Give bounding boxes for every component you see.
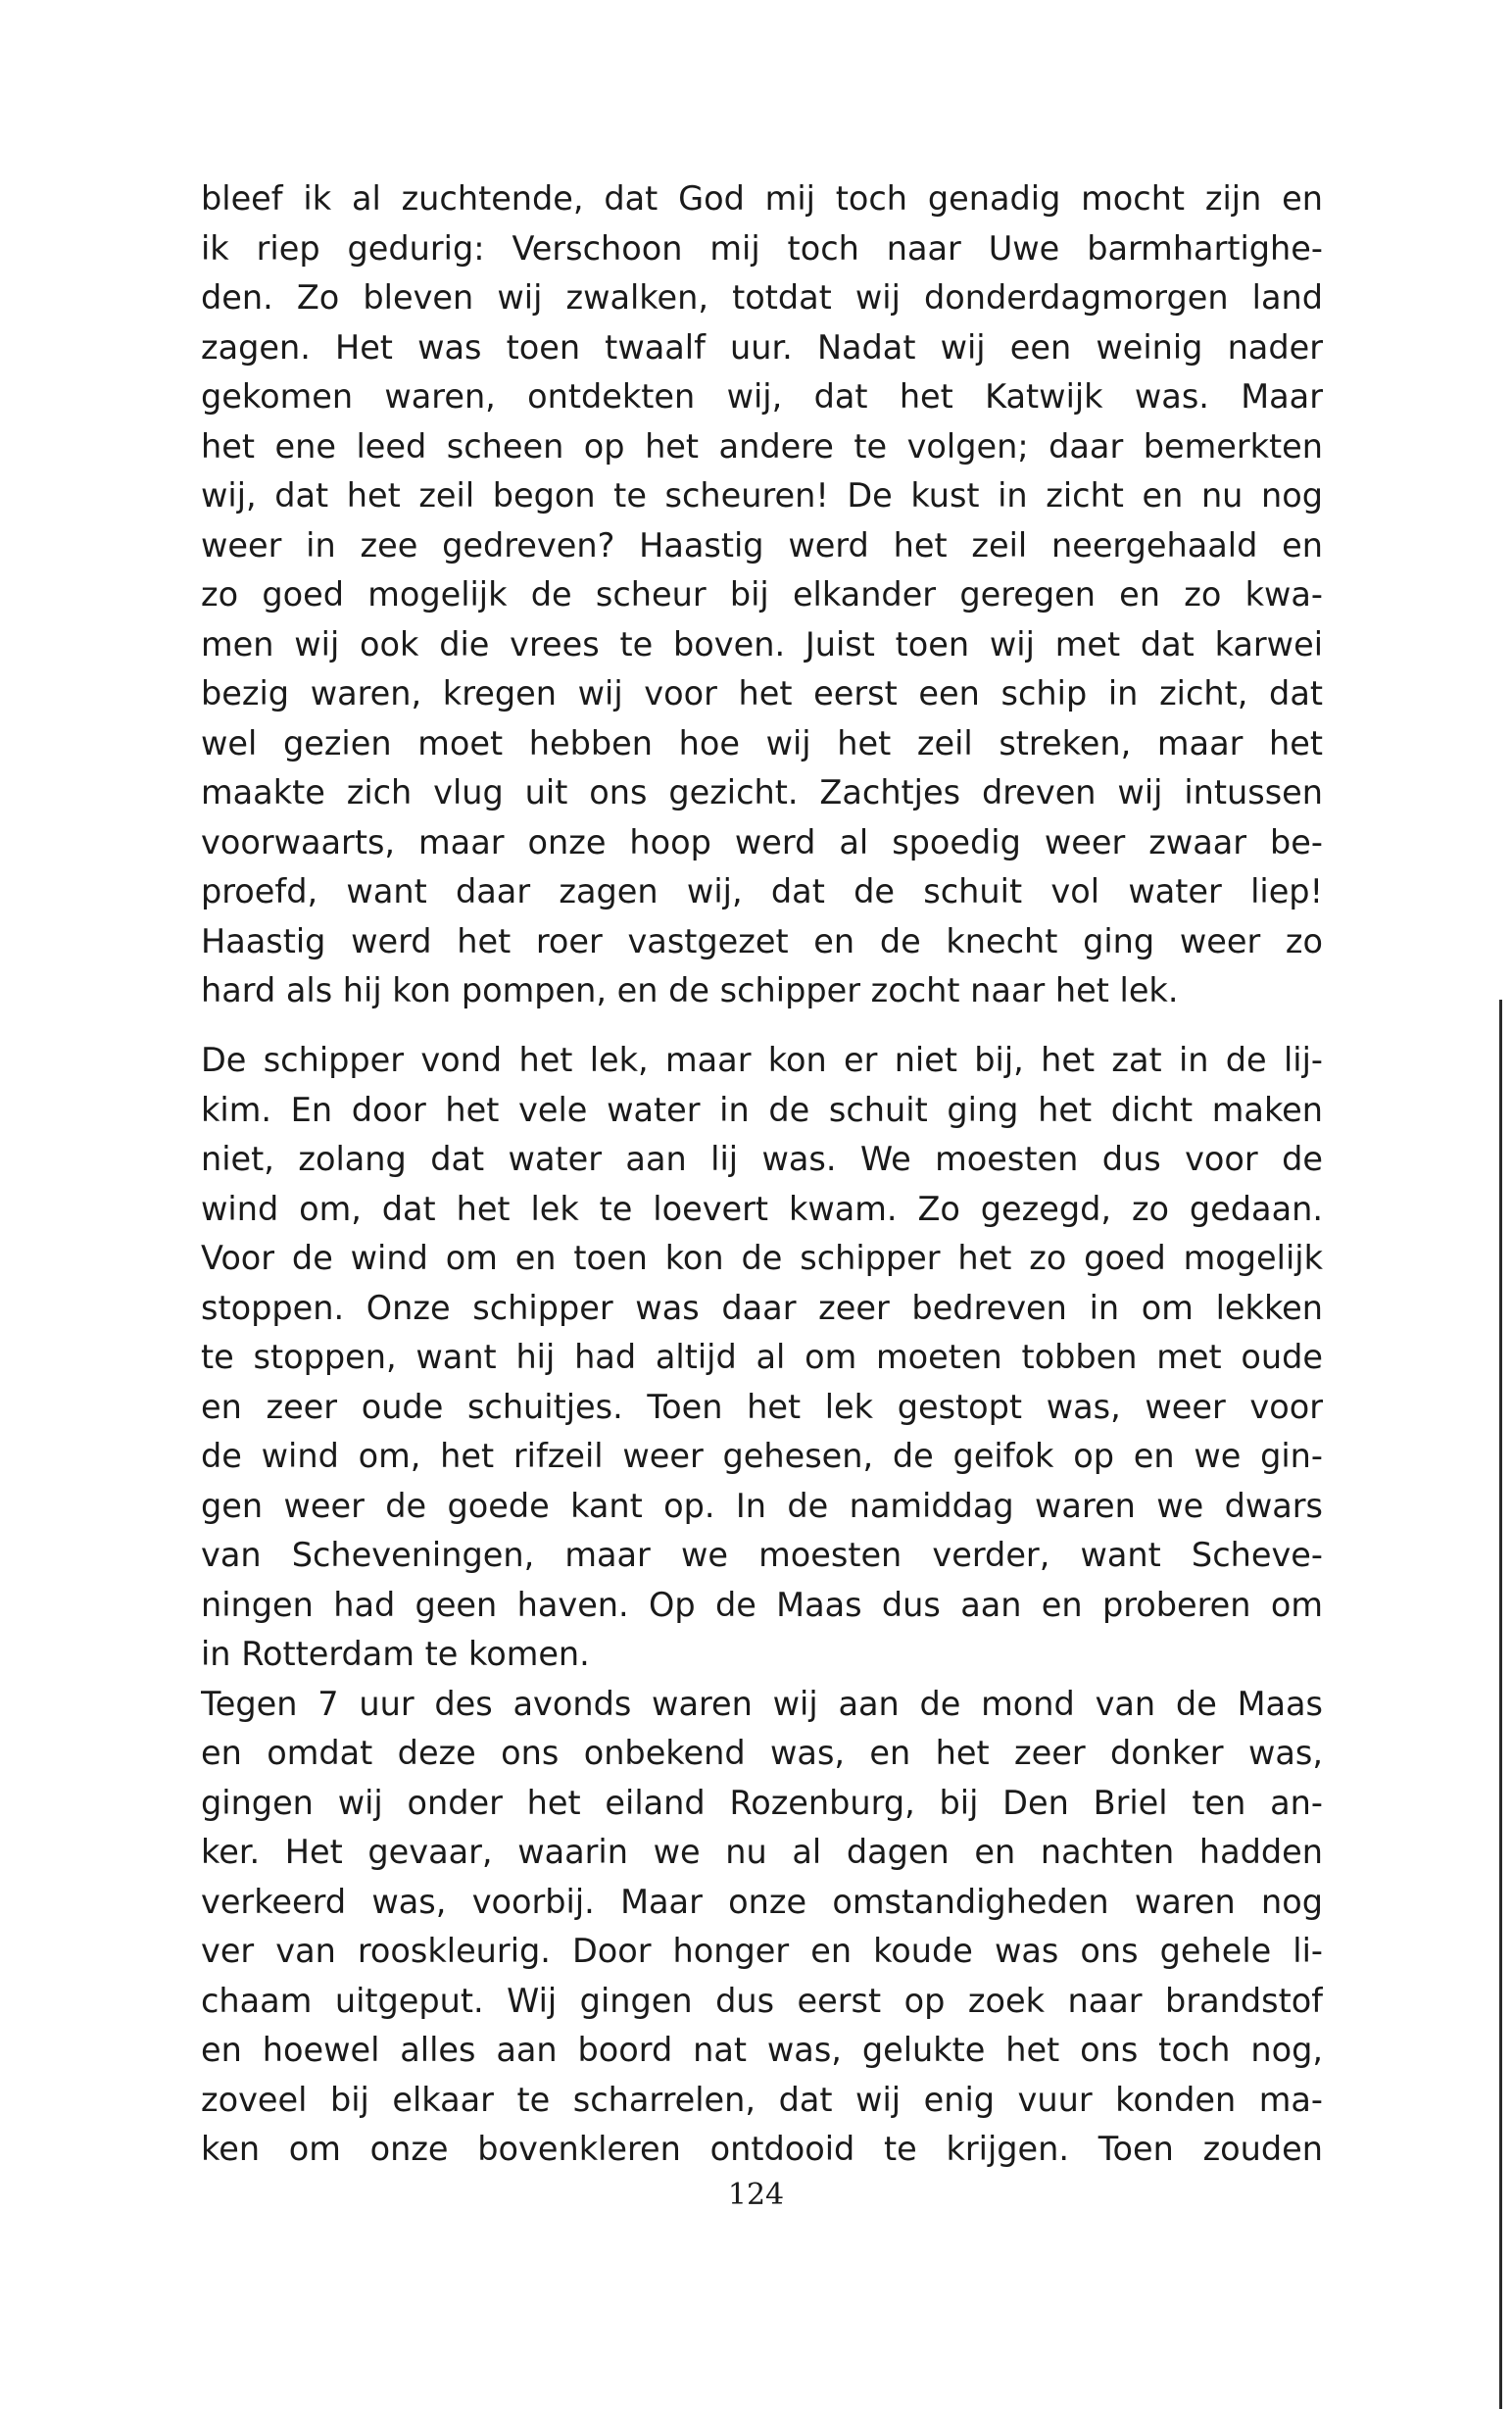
text-line: en zeer oude schuitjes. Toen het lek gestopt was, weer voor	[201, 1387, 1323, 1426]
text-line: en hoewel alles aan boord nat was, gelukte het ons toch nog,	[201, 2031, 1323, 2069]
text-line: Tegen 7 uur des avonds waren wij aan de mond van de Maas	[201, 1684, 1323, 1723]
text-line: wij, dat het zeil begon te scheuren! De kust in zicht en nu nog	[201, 476, 1323, 515]
text-line: ken om onze bovenkleren ontdooid te krijgen. Toen zouden	[201, 2130, 1323, 2168]
text-line: maakte zich vlug uit ons gezicht. Zachtjes dreven wij intussen	[201, 773, 1323, 811]
paragraph-2	[201, 1036, 1323, 2175]
text-line: Haastig werd het roer vastgezet en de knecht ging weer zo	[201, 921, 1323, 960]
page-edge-line	[1499, 1000, 1502, 2409]
text-line: den. Zo bleven wij zwalken, totdat wij donderdagmorgen land	[201, 278, 1323, 317]
text-line: en omdat deze ons onbekend was, en het zeer donker was,	[201, 1734, 1323, 1772]
text-line: chaam uitgeput. Wij gingen dus eerst op zoek naar brandstof	[201, 1981, 1323, 2020]
text-line: wind om, dat het lek te loevert kwam. Zo gezegd, zo gedaan.	[201, 1189, 1323, 1228]
paragraph-1	[201, 174, 1323, 1016]
text-line: gekomen waren, ontdekten wij, dat het Katwijk was. Maar	[201, 377, 1323, 416]
text-line: zoveel bij elkaar te scharrelen, dat wij enig vuur konden ma-	[201, 2080, 1323, 2119]
text-line: gingen wij onder het eiland Rozenburg, bij Den Briel ten an-	[201, 1783, 1323, 1822]
text-line: zo goed mogelijk de scheur bij elkander geregen en zo kwa-	[201, 575, 1323, 614]
text-line: bleef ik al zuchtende, dat God mij toch genadig mocht zijn en	[201, 179, 1323, 218]
text-line: ker. Het gevaar, waarin we nu al dagen en nachten hadden	[201, 1833, 1323, 1871]
text-line: zagen. Het was toen twaalf uur. Nadat wij een weinig nader	[201, 327, 1323, 367]
text-line: de wind om, het rifzeil weer gehesen, de geifok op en we gin-	[201, 1437, 1323, 1475]
text-line: Voor de wind om en toen kon de schipper het zo goed mogelijk	[201, 1239, 1323, 1277]
text-line: De schipper vond het lek, maar kon er niet bij, het zat in de lij-	[201, 1041, 1323, 1079]
text-line: ik riep gedurig: Verschoon mij toch naar Uwe barmhartighe-	[201, 228, 1323, 268]
text-line: ningen had geen haven. Op de Maas dus aan en proberen om	[201, 1585, 1323, 1624]
text-line: men wij ook die vrees te boven. Juist toen wij met dat karwei	[201, 624, 1323, 664]
text-line: voorwaarts, maar onze hoop werd al spoedig weer zwaar be-	[201, 822, 1323, 861]
text-line: van Scheveningen, maar we moesten verder, want Scheve-	[201, 1536, 1323, 1574]
text-line: bezig waren, kregen wij voor het eerst een schip in zicht, dat	[201, 674, 1323, 713]
text-line: kim. En door het vele water in de schuit ging het dicht maken	[201, 1090, 1323, 1129]
text-line: te stoppen, want hij had altijd al om moeten tobben met oude	[201, 1338, 1323, 1376]
text-line: wel gezien moet hebben hoe wij het zeil streken, maar het	[201, 723, 1323, 762]
text-line: verkeerd was, voorbij. Maar onze omstandigheden waren nog	[201, 1882, 1323, 1921]
page-number: 124	[727, 2178, 785, 2212]
text-line: hard als hij kon pompen, en de schipper zocht naar het lek.	[201, 971, 1179, 1009]
text-line: niet, zolang dat water aan lij was. We moesten dus voor de	[201, 1140, 1323, 1178]
text-line: ver van rooskleurig. Door honger en koude was ons gehele li-	[201, 1932, 1323, 1970]
text-line: gen weer de goede kant op. In de namiddag waren we dwars	[201, 1486, 1323, 1525]
text-line: het ene leed scheen op het andere te volgen; daar bemerkten	[201, 426, 1323, 466]
text-line: stoppen. Onze schipper was daar zeer bedreven in om lekken	[201, 1288, 1323, 1327]
text-line: weer in zee gedreven? Haastig werd het zeil neergehaald en	[201, 525, 1323, 565]
text-line: in Rotterdam te komen.	[201, 1635, 590, 1673]
text-line: proefd, want daar zagen wij, dat de schuit vol water liep!	[201, 872, 1323, 910]
